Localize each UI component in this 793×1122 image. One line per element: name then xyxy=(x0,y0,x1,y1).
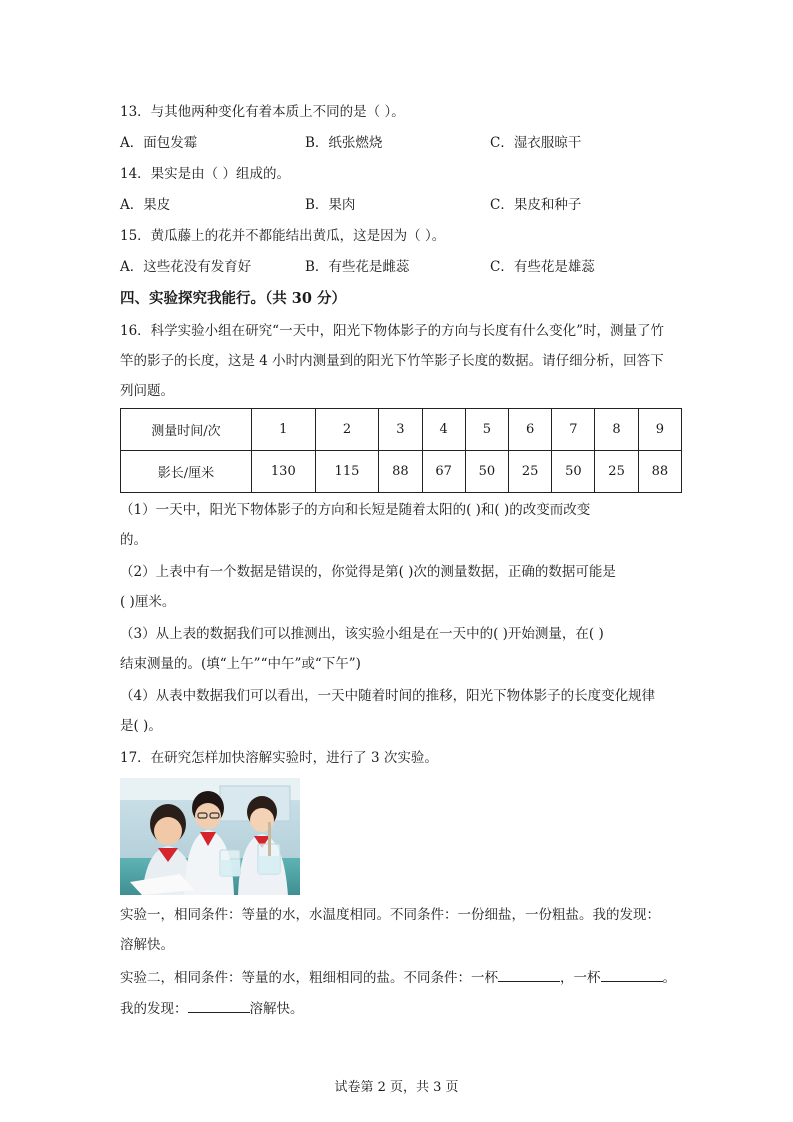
table-cell: 130 xyxy=(252,451,316,493)
q17-exp2-line xyxy=(120,967,676,988)
q17-exp2-text-c: 。 xyxy=(662,970,676,986)
q14-option-a: A．果皮 xyxy=(120,197,171,213)
q16-sub4-line1: （4）从表中数据我们可以看出，一天中随着时间的推移，阳光下物体影子的长度变化规律 xyxy=(120,688,656,704)
table-cell: 88 xyxy=(379,451,422,493)
shadow-data-table xyxy=(120,408,682,493)
table-cell: 9 xyxy=(638,409,681,451)
table-cell: 2 xyxy=(315,409,379,451)
q15-option-a: A．这些花没有发育好 xyxy=(120,259,252,275)
q17-blank-cup1 xyxy=(498,967,560,982)
q16-sub1-line2: 的。 xyxy=(120,532,147,548)
table-cell: 115 xyxy=(315,451,379,493)
table-cell: 7 xyxy=(552,409,595,451)
q17-stem: 17．在研究怎样加快溶解实验时，进行了 3 次实验。 xyxy=(120,750,438,766)
q13-option-b: B．纸张燃烧 xyxy=(305,135,383,151)
q16-stem-line3: 列问题。 xyxy=(120,383,174,399)
q17-blank-finding xyxy=(188,998,250,1013)
q14-stem: 14．果实是由（ ）组成的。 xyxy=(120,166,290,182)
q17-exp1-line2: 溶解快。 xyxy=(120,937,174,953)
table-cell: 8 xyxy=(595,409,638,451)
q16-sub3-line1: （3）从上表的数据我们可以推测出，该实验小组是在一天中的( )开始测量，在( ) xyxy=(120,626,604,642)
experiment-photo xyxy=(120,778,300,895)
q17-exp2-text-b: ，一杯 xyxy=(560,970,601,986)
q16-sub1-line1: （1）一天中，阳光下物体影子的方向和长短是随着太阳的( )和( )的改变而改变 xyxy=(120,502,591,518)
table-row-label: 影长/厘米 xyxy=(121,451,252,493)
q15-option-b: B．有些花是雌蕊 xyxy=(305,259,410,275)
table-cell: 1 xyxy=(252,409,316,451)
q15-stem: 15．黄瓜藤上的花并不都能结出黄瓜，这是因为（ ）。 xyxy=(120,228,446,244)
table-row xyxy=(121,409,682,451)
q17-exp2-finding xyxy=(120,998,304,1019)
table-cell: 3 xyxy=(379,409,422,451)
table-cell: 50 xyxy=(465,451,508,493)
q17-blank-cup2 xyxy=(601,967,663,982)
section-heading: 四、实验探究我能行。（共 30 分） xyxy=(120,290,347,307)
q13-stem: 13．与其他两种变化有着本质上不同的是（ ）。 xyxy=(120,104,405,120)
q15-option-c: C．有些花是雄蕊 xyxy=(490,259,595,275)
q14-option-b: B．果肉 xyxy=(305,197,356,213)
table-cell: 25 xyxy=(508,451,551,493)
q13-option-a: A．面包发霉 xyxy=(120,135,198,151)
q14-option-c: C．果皮和种子 xyxy=(490,197,582,213)
table-cell: 5 xyxy=(465,409,508,451)
q16-sub3-line2: 结束测量的。(填“上午”“中午”或“下午”) xyxy=(120,656,361,672)
q16-sub2-line1: （2）上表中有一个数据是错误的，你觉得是第( )次的测量数据，正确的数据可能是 xyxy=(120,564,616,580)
q13-option-c: C．湿衣服晾干 xyxy=(490,135,582,151)
table-cell: 6 xyxy=(508,409,551,451)
table-cell: 25 xyxy=(595,451,638,493)
q17-finding-label: 我的发现： xyxy=(120,1001,188,1017)
table-row xyxy=(121,451,682,493)
q16-stem-line1: 16．科学实验小组在研究“一天中，阳光下物体影子的方向与长度有什么变化”时，测量了竹 xyxy=(120,323,664,339)
q16-sub2-line2: ( )厘米。 xyxy=(120,594,176,610)
table-row-label: 测量时间/次 xyxy=(121,409,252,451)
q17-exp2-text-a: 实验二，相同条件：等量的水，粗细相同的盐。不同条件：一杯 xyxy=(120,970,498,986)
table-cell: 67 xyxy=(422,451,465,493)
q16-stem-line2: 竿的影子的长度，这是 4 小时内测量到的阳光下竹竿影子长度的数据。请仔细分析，回答下 xyxy=(120,353,664,369)
table-cell: 50 xyxy=(552,451,595,493)
q16-sub4-line2: 是( )。 xyxy=(120,718,162,734)
page-footer: 试卷第 2 页，共 3 页 xyxy=(334,1080,459,1095)
q17-finding-suffix: 溶解快。 xyxy=(249,1001,304,1017)
q17-exp1-line1: 实验一，相同条件：等量的水，水温度相同。不同条件：一份细盐，一份粗盐。我的发现： xyxy=(120,907,660,923)
table-cell: 88 xyxy=(638,451,681,493)
table-cell: 4 xyxy=(422,409,465,451)
